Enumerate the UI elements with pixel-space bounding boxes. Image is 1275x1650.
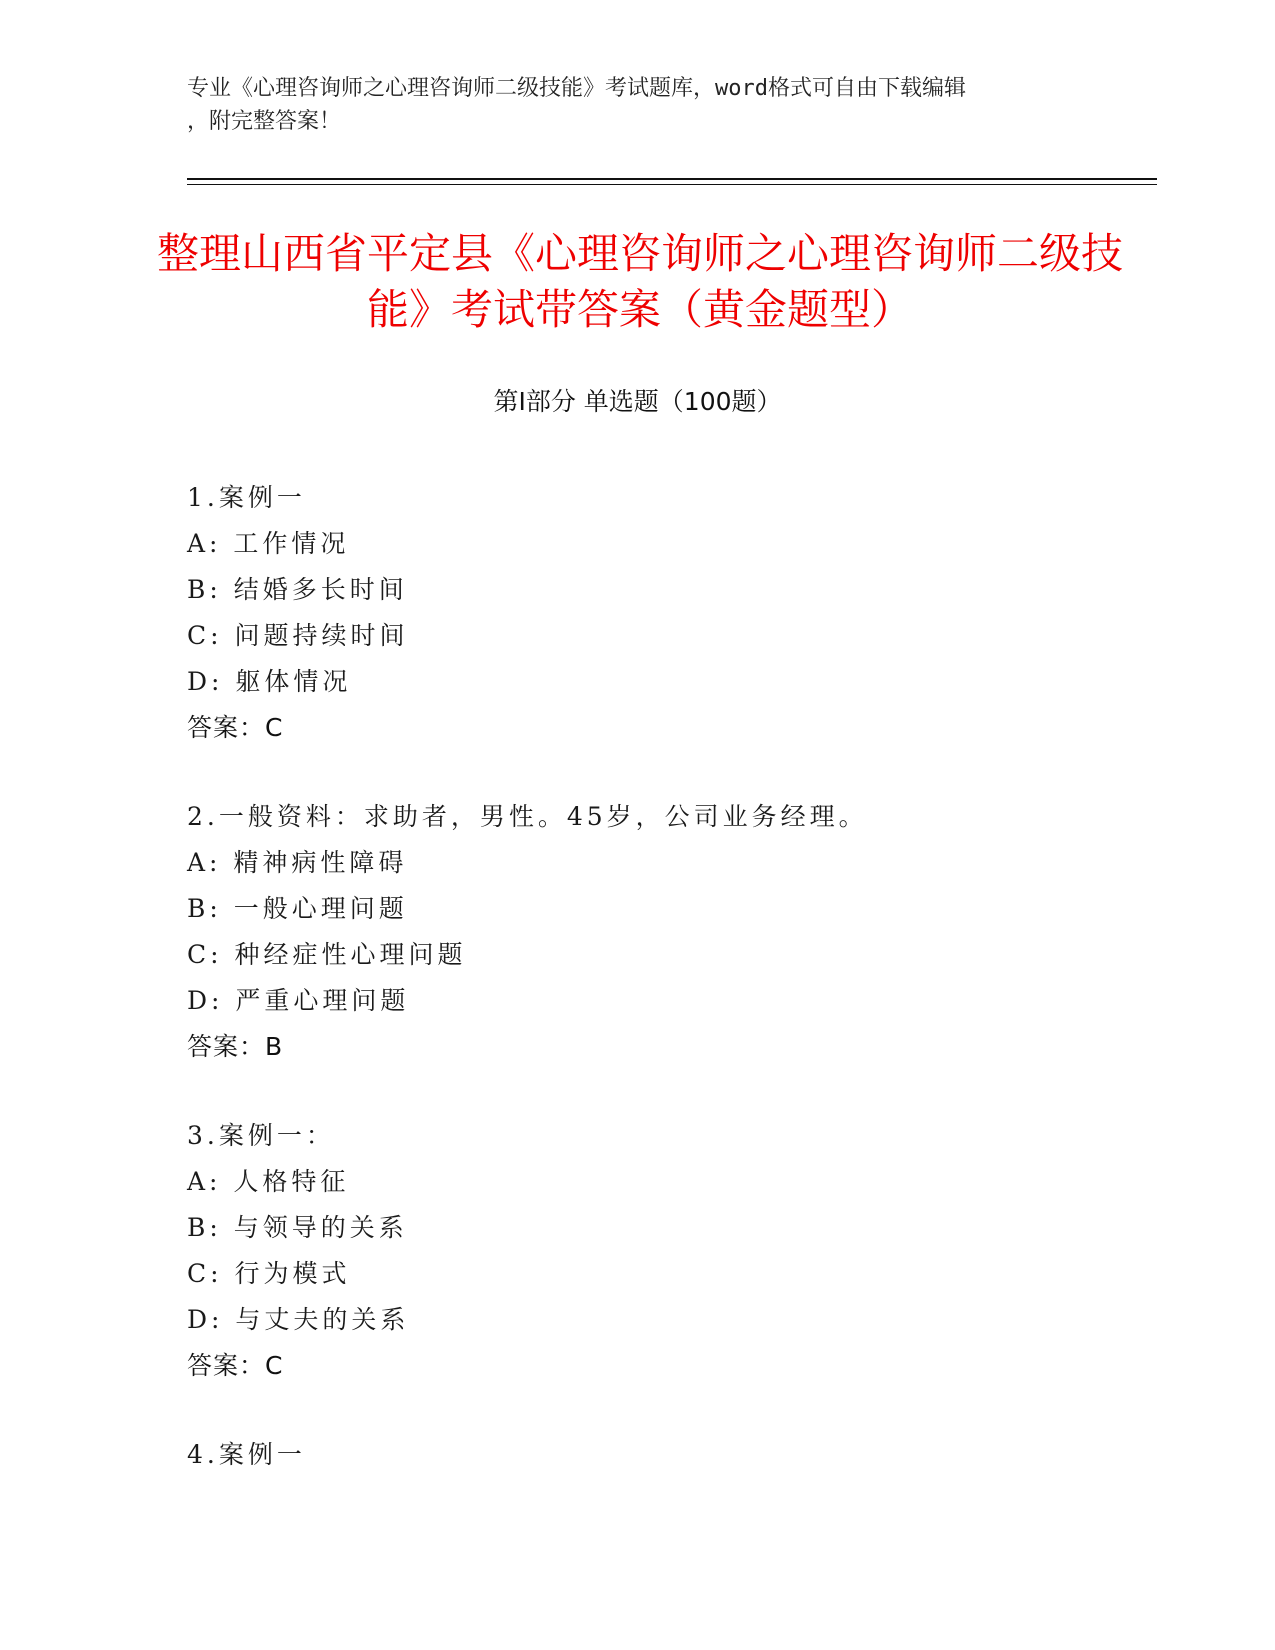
option-b: B: 与领导的关系	[187, 1213, 408, 1242]
question-4	[187, 1432, 1187, 1478]
option-c: C: 问题持续时间	[187, 621, 409, 650]
document-header	[187, 72, 1067, 138]
header-line-2: ，附完整答案！	[187, 109, 342, 134]
question-list	[187, 475, 1187, 1521]
question-stem: 4.案例一	[187, 1440, 306, 1469]
question-3	[187, 1113, 1187, 1389]
option-d: D: 严重心理问题	[187, 986, 410, 1015]
header-line-1: 专业《心理咨询师之心理咨询师二级技能》考试题库，word格式可自由下载编辑	[187, 76, 966, 101]
option-b: B: 一般心理问题	[187, 894, 408, 923]
question-stem: 2.一般资料：求助者，男性。45岁，公司业务经理。	[187, 802, 868, 831]
header-divider-thin	[187, 184, 1157, 185]
document-title: 整理山西省平定县《心理咨询师之心理咨询师二级技能》考试带答案（黄金题型）	[156, 229, 1123, 334]
option-a: A: 精神病性障碍	[187, 848, 408, 877]
section-title: 第Ⅰ部分 单选题（100题）	[493, 387, 782, 416]
option-a: A: 人格特征	[187, 1167, 350, 1196]
option-c: C: 种经症性心理问题	[187, 940, 467, 969]
option-b: B: 结婚多长时间	[187, 575, 408, 604]
option-d: D: 躯体情况	[187, 667, 352, 696]
question-1	[187, 475, 1187, 751]
answer: 答案：B	[187, 1032, 284, 1061]
question-2	[187, 794, 1187, 1070]
answer: 答案：C	[187, 713, 284, 742]
option-a: A: 工作情况	[187, 529, 350, 558]
option-c: C: 行为模式	[187, 1259, 351, 1288]
header-divider-thick	[187, 178, 1157, 180]
answer: 答案：C	[187, 1351, 284, 1380]
question-stem: 1.案例一	[187, 483, 306, 512]
question-stem: 3.案例一：	[187, 1121, 335, 1150]
option-d: D: 与丈夫的关系	[187, 1305, 410, 1334]
